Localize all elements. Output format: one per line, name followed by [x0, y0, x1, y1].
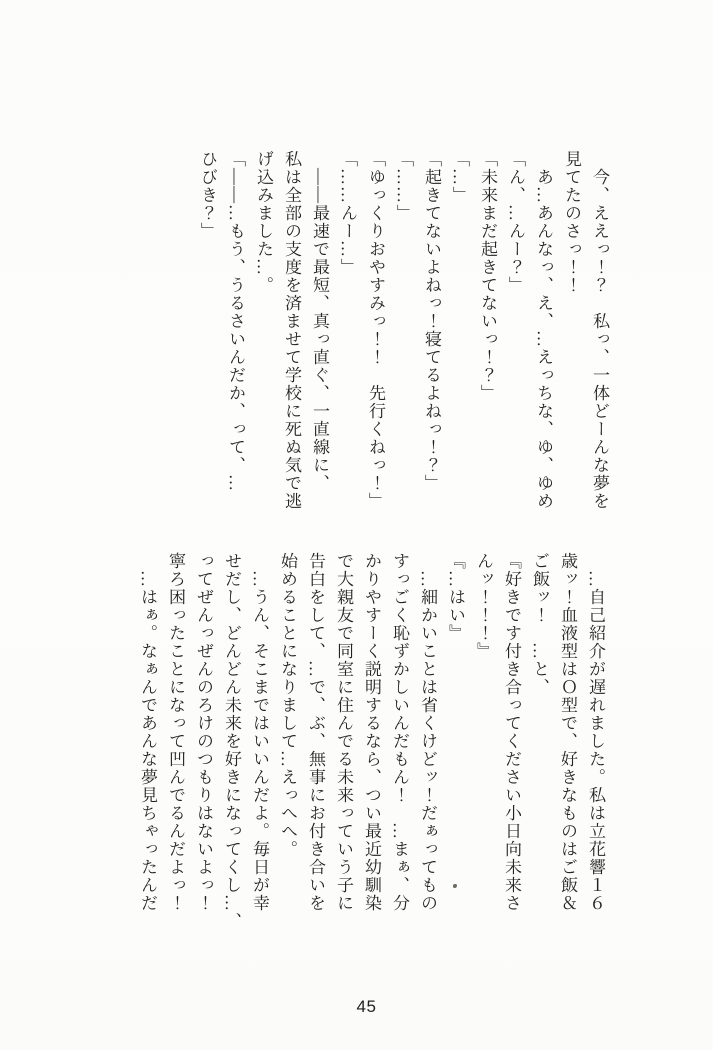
- text-line: 「……」: [394, 150, 413, 222]
- text-line: 「ゆっくりおやすみっ！！ 先行くねっ！」: [366, 150, 385, 510]
- text-line: 「…」: [450, 150, 469, 204]
- text-line: 今、ええっ！？ 私っ、一体どーんな夢を: [590, 150, 609, 510]
- text-line: 「起きてないよねっ！寝てるよねっ！？」: [422, 150, 441, 492]
- text-line: かりやすーく説明するなら、つい最近幼馴染: [362, 552, 381, 912]
- text-line: ってぜんっぜんのろけのつもりはないよっ！: [194, 552, 213, 912]
- text-line: せだし、どんどん未来を好きになってくし…、: [222, 552, 241, 930]
- text-line: で大親友で同室に住んでる未来っていう子に: [334, 552, 353, 912]
- text-line: あ…あんなっ、え、…えっちな、ゆ、ゆめ: [534, 150, 553, 510]
- text-line: …細かいことは省くけどッ！だぁってもの: [418, 552, 437, 912]
- text-line: …自己紹介が遅れました。私は立花響１６: [586, 552, 605, 912]
- text-line: んッ！！！』: [474, 552, 493, 660]
- text-line: …はぁ。なぁんであんな夢見ちゃったんだ: [138, 552, 157, 912]
- top-text-block: [193, 150, 613, 510]
- text-line: 寧ろ困ったことになって凹んでるんだよっ！: [166, 552, 185, 912]
- page-number: 45: [356, 997, 377, 1016]
- text-line: 歳ッ！血液型はＯ型で、好きなものはご飯＆: [558, 552, 577, 912]
- text-line: …うん、そこまではいいんだよ。毎日が幸: [250, 552, 269, 912]
- text-line: 私は全部の支度を済ませて学校に死ぬ気で逃: [282, 150, 301, 510]
- text-line: 『…はい』: [446, 552, 465, 642]
- text-line: 告白をして、…で、ぶ、無事にお付き合いを: [306, 552, 325, 912]
- text-line: ――最速で最短、真っ直ぐ、一直線に、: [310, 150, 329, 492]
- text-line: 「ん、…んー？」: [506, 150, 525, 294]
- text-line: 「……んー…」: [338, 150, 357, 276]
- text-line: 始めることになりまして…えっへへ。: [278, 552, 297, 858]
- text-line: 見てたのさっ！！: [562, 150, 581, 294]
- text-line: ひびき？」: [198, 150, 217, 240]
- bottom-text-block: [133, 552, 609, 930]
- text-line: 『好きです付き合ってください小日向未来さ: [502, 552, 521, 912]
- text-line: ご飯ッ！ …と、: [530, 552, 549, 696]
- text-line: 「――…もう、うるさいんだか、って、…: [226, 150, 245, 492]
- text-line: 「未来まだ起きてないっ！？」: [478, 150, 497, 402]
- text-line: げ込みました…。: [254, 150, 273, 294]
- text-line: すっごく恥ずかしいんだもん！ …まぁ、分: [390, 552, 409, 912]
